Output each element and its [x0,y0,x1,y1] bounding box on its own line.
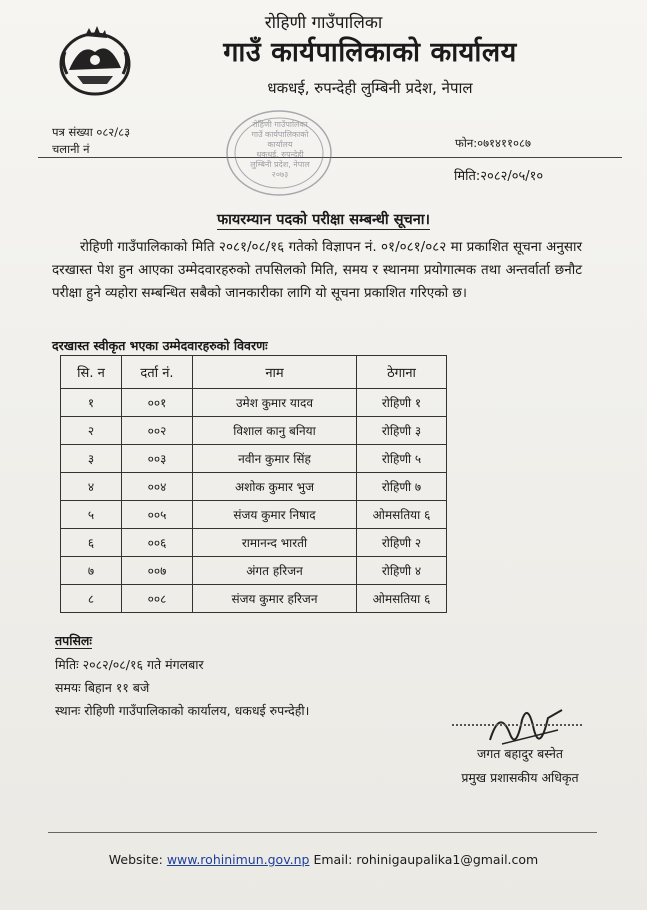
signatory-title: प्रमुख प्रशासकीय अधिकृत [461,770,579,785]
table-row: ७ ००७ अंगत हरिजन रोहिणी ४ [61,557,447,585]
letter-number: पत्र संख्या ०८२/८३ [52,125,131,139]
email-address[interactable]: rohinigaupalika1@gmail.com [356,852,539,867]
signatory-name: जगत बहादुर बस्नेत [476,746,564,761]
table-caption: दरखास्त स्वीकृत भएका उम्मेदवारहरुको विवरणः [52,338,268,353]
email-label: Email: [313,852,353,867]
office-address: धकधई, रुपन्देही लुम्बिनी प्रदेश, नेपाल [267,79,473,97]
website-link[interactable]: www.rohinimun.gov.np [166,852,310,867]
stamp-text: रोहिणी गाउँपालिका गाउँ कार्यपालिकाको कार्यालय धकधई, रुपन्देही लुम्बिनी प्रदेश, नेपाल २०७३ [250,120,310,179]
notice-subject: फायरम्यान पदको परीक्षा सम्बन्धी सूचना। [216,212,431,228]
col-registration: दर्ता नं. [122,356,193,389]
municipality-name: रोहिणी गाउँपालिका [264,13,383,33]
phone-number: फोन:०७१४११०८७ [455,136,531,150]
table-row: १ ००१ उमेश कुमार यादव रोहिणी १ [61,389,447,417]
table-row: ६ ००६ रामानन्द भारती रोहिणी २ [61,529,447,557]
office-title: गाउँ कार्यपालिकाको कार्यालय [223,37,517,68]
details-heading: तपसिलः [55,633,92,648]
table-header-row [61,356,447,389]
col-serial: सि. न [61,356,122,389]
signature-line [452,724,582,726]
office-stamp [224,108,334,198]
table-row: ४ ००४ अशोक कुमार भुज रोहिणी ७ [61,473,447,501]
candidates-table [60,355,447,613]
notice-body: रोहिणी गाउँपालिकाको मिति २०८१/०८/१६ गतेको विज्ञापन नं. ०१/०८१/०८२ मा प्रकाशित सूचना अनुसार दरखास्त पेश हुन आएका उम्मेदवारहरुको तपसिलको मिति, समय र स्थानमा प्रयोगात्मक तथा अन्तर्वार्ता छनौट परीक्षा हुने व्यहोरा सम्बन्धित सबैको जानकारीका लागि यो सूचना प्रकाशित गरिएको छ। [52,239,582,301]
table-row: ८ ००८ संजय कुमार हरिजन ओमसतिया ६ [61,585,447,613]
col-name: नाम [193,356,357,389]
notice-date: मिति:२०८२/०५/१० [454,169,544,184]
table-row: २ ००२ विशाल कानु बनिया रोहिणी ३ [61,417,447,445]
government-emblem-icon [55,22,135,102]
exam-time: समयः बिहान ११ बजे [55,680,150,695]
exam-place: स्थानः रोहिणी गाउँपालिकाको कार्यालय, धकधई रुपन्देही। [55,703,310,718]
signatory-block [420,742,620,790]
table-row: ५ ००५ संजय कुमार निषाद ओमसतिया ६ [61,501,447,529]
footer-divider [48,832,597,833]
website-label: Website: [108,852,163,867]
footer [0,852,647,867]
dispatch-number: चलानी नं [52,142,90,156]
col-address: ठेगाना [357,356,447,389]
exam-date: मितिः २०८२/०८/१६ गते मंगलबार [55,657,204,672]
table-row: ३ ००३ नवीन कुमार सिंह रोहिणी ५ [61,445,447,473]
